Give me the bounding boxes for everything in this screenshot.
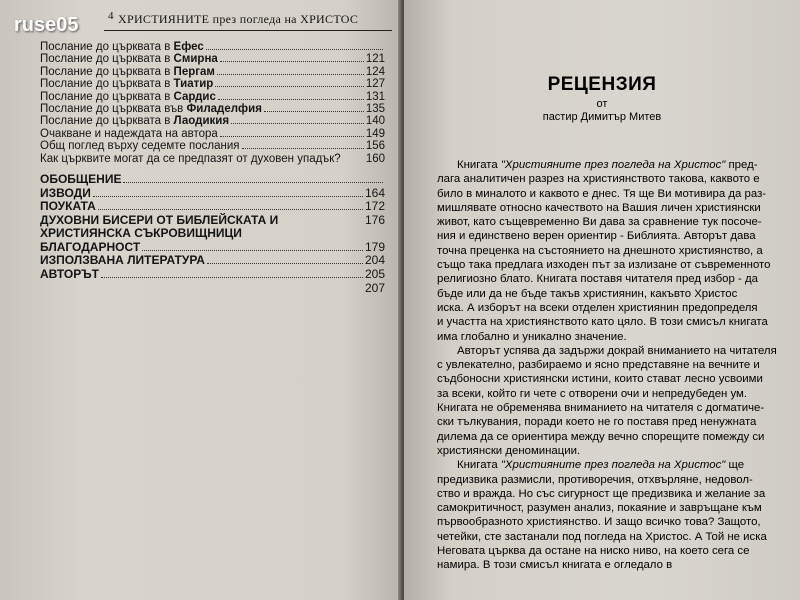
text-line: [437, 372, 782, 386]
text-line: [437, 473, 782, 487]
text-span: Книгата: [457, 159, 501, 171]
toc-page-number: 172: [364, 199, 385, 214]
text-span: Книгата не обременява вниманието на читателя с догматиче-: [437, 402, 765, 415]
toc-page-number: 135: [365, 102, 385, 115]
text-line: [437, 272, 782, 286]
toc-page-number: 140: [365, 115, 385, 128]
book-title-italic: "Християните през погледа на Христос": [500, 459, 726, 472]
toc-section: [40, 173, 385, 187]
watermark-logo: ruse05: [14, 14, 79, 36]
toc-leader-dots: [101, 277, 363, 278]
text-line: [437, 515, 782, 529]
toc-leader-dots: [217, 74, 364, 75]
text-line: [437, 172, 782, 186]
review-title: РЕЦЕНЗИЯ: [547, 74, 657, 95]
toc-section: [40, 214, 385, 228]
toc-page-number: 205: [364, 267, 385, 282]
toc-section: [40, 254, 385, 268]
toc-section: [40, 268, 385, 282]
text-span: самокритичност, разумен анализ, покаяние и завръщане към: [437, 502, 762, 515]
text-line: [437, 301, 782, 315]
toc-entry-prefix: Послание до църквата в: [40, 65, 174, 78]
text-line: [437, 444, 782, 458]
toc-leader-dots: [93, 196, 363, 197]
text-line: [437, 415, 782, 429]
toc-leader-dots: [123, 182, 383, 183]
toc-page-number: 121: [365, 53, 385, 66]
toc-entry-prefix: Послание до църквата във: [40, 102, 187, 115]
toc-leader-dots: [207, 263, 363, 264]
toc-page-number: 204: [364, 253, 385, 268]
toc-entry: [40, 128, 385, 140]
toc-page-number: 124: [365, 65, 385, 78]
text-line: [437, 287, 782, 301]
toc-entry: [40, 140, 385, 152]
text-span: точна преценка на състоянието на днешното християнство, а: [437, 244, 763, 257]
toc-page-number: 156: [365, 140, 385, 153]
text-span: било в миналото и каквото е днес. Тя ще Ви мотивира да раз-: [437, 187, 767, 200]
toc-page-number: 207: [364, 280, 385, 295]
toc-entry-church: Смирна: [173, 53, 218, 66]
toc-entry-prefix: Послание до църквата в: [40, 90, 174, 103]
text-line: [437, 201, 782, 215]
review-from: от: [596, 98, 608, 110]
toc-entry: [40, 78, 385, 90]
text-span: мишлявате относно качеството на Вашия личен християнски: [437, 201, 761, 214]
toc-leader-dots: [242, 148, 364, 149]
text-line: [437, 344, 782, 358]
toc-entry-prefix: Как църквите могат да се предпазят от духовен упадък?: [40, 152, 341, 165]
text-line: [437, 244, 782, 258]
toc-leader-dots: [206, 49, 383, 50]
toc-section-title: БЛАГОДАРНОСТ: [40, 239, 141, 254]
text-line: [437, 258, 782, 272]
toc-leader-dots: [98, 209, 363, 210]
text-span: предизвика размисли, противоречия, отхвърляне, недовол-: [437, 473, 753, 486]
text-line: [437, 501, 782, 515]
text-span: първообразното християнство. И защо всичко това? Защото,: [437, 516, 761, 529]
toc-entry-prefix: Послание до църквата в: [40, 41, 174, 53]
toc-section: [40, 200, 385, 214]
toc-section-title: ИЗПОЛЗВАНА ЛИТЕРАТУРА: [40, 253, 205, 268]
text-line: [437, 487, 782, 501]
text-span: ще: [725, 459, 745, 472]
toc-entry-church: Филаделфия: [186, 102, 262, 115]
text-line: [437, 215, 782, 229]
toc-page-number: 149: [365, 127, 385, 140]
text-span: лага аналитичен разрез на християнството такова, каквото е: [437, 173, 760, 186]
toc-entry-prefix: Общ поглед върху седемте послания: [40, 140, 240, 153]
text-span: религиозно блато. Книгата поставя читателя пред избор - да: [437, 273, 758, 286]
toc-leader-dots: [220, 136, 364, 137]
text-line: [437, 330, 782, 344]
page-number: 4: [108, 10, 114, 22]
review-body: [437, 158, 782, 573]
text-line: [437, 187, 782, 201]
toc-page-number: 127: [365, 78, 385, 91]
toc-entry-church: Лаодикия: [173, 115, 230, 128]
toc-section-title: АВТОРЪТ: [40, 267, 100, 282]
book-title-italic: "Християните през погледа на Христос": [500, 159, 726, 171]
toc-leader-dots: [215, 86, 363, 87]
toc-section: [40, 227, 385, 241]
text-span: иска. А изборът на всеки отделен християнин предопределя: [437, 301, 758, 314]
toc-section: [40, 241, 385, 255]
toc-section-title: ПОУКАТА: [40, 199, 96, 214]
toc-entry-church: Ефес: [173, 41, 204, 53]
text-span: Книгата: [457, 459, 501, 472]
toc-entry: [40, 153, 385, 165]
toc-entry-prefix: Послание до църквата в: [40, 78, 174, 91]
toc-page-number: 179: [364, 239, 385, 254]
text-line: [437, 430, 782, 444]
toc-entry-prefix: Послание до църквата в: [40, 53, 174, 66]
toc-entry-church: Тиатир: [173, 78, 214, 91]
toc-entry-prefix: Очакване и надеждата на автора: [40, 127, 218, 140]
text-span: четейки, сте застанали под погледа на Христос. А Той не иска: [437, 530, 767, 543]
toc-leader-dots: [264, 111, 364, 112]
table-of-contents: [40, 41, 385, 295]
text-span: ния и единствено верен ориентир - Библията. Авторът дава: [437, 230, 756, 243]
toc-page-number: 164: [364, 185, 385, 200]
toc-section: [40, 282, 385, 296]
text-span: християнски деноминации.: [437, 444, 581, 457]
text-span: пред-: [725, 159, 758, 171]
text-span: намира. В този смисъл книгата е огледало в: [437, 559, 673, 572]
running-head: ХРИСТИЯНИТЕ през погледа на ХРИСТОС: [118, 12, 359, 26]
toc-leader-dots: [231, 123, 364, 124]
text-span: съдбоносни християнски истини, които стават лесно усвоими: [437, 373, 763, 386]
toc-section-title: ХРИСТИЯНСКА СЪКРОВИЩНИЦИ: [40, 226, 242, 241]
text-line: [437, 530, 782, 544]
toc-section-title: ИЗВОДИ: [40, 185, 91, 200]
toc-entry-church: Сардис: [173, 90, 216, 103]
toc-page-number: 176: [364, 212, 385, 227]
toc-entry-church: Пергам: [173, 65, 215, 78]
toc-entry: [40, 91, 385, 103]
toc-leader-dots: [142, 250, 363, 251]
toc-entry: [40, 41, 385, 53]
text-span: Неговата църква да остане на ниско ниво, на което сега се: [437, 545, 750, 558]
toc-entry: [40, 66, 385, 78]
text-span: бъде или да не бъде такъв християнин, какъвто Христос: [437, 287, 738, 300]
toc-page-number: 131: [365, 90, 385, 103]
toc-entry-prefix: Послание до църквата в: [40, 115, 174, 128]
text-span: също така предлага изходен път за излизане от съвременното: [437, 259, 771, 272]
text-line: [437, 458, 782, 472]
toc-page-number: 160: [365, 152, 385, 165]
text-line: [437, 401, 782, 415]
text-span: ство и вражда. Но със сигурност ще предизвика и желание за: [437, 487, 766, 500]
text-line: [437, 358, 782, 372]
text-span: има глобално и уникално значение.: [437, 330, 627, 343]
text-span: и участта на християнството като цяло. В този смисъл книгата: [437, 316, 768, 329]
text-span: ски тълкувания, поради което не го поставя пред ненужната: [437, 416, 757, 429]
text-line: [437, 558, 782, 572]
text-span: дилема да се ориентира между вечно спорещите помежду си: [437, 430, 765, 443]
review-author: пастир Димитър Митев: [542, 111, 662, 123]
toc-section-title: ДУХОВНИ БИСЕРИ ОТ БИБЛЕЙСКАТА И: [40, 212, 279, 227]
toc-leader-dots: [218, 99, 364, 100]
text-span: за всеки, който ги чете с отворени очи и непредубеден ум.: [437, 387, 748, 400]
toc-entry: [40, 53, 385, 65]
text-span: с увлекателно, разбираемо и ясно представяне на вечните и: [437, 359, 760, 372]
toc-section: [40, 187, 385, 201]
toc-section-title: ОБОБЩЕНИЕ: [40, 171, 122, 186]
text-line: [437, 315, 782, 329]
toc-leader-dots: [220, 61, 364, 62]
text-span: Авторът успява да задържи докрай вниманието на читателя: [457, 344, 777, 357]
text-span: живот, като същевременно Ви дава за сравнение тук посоче-: [437, 216, 762, 229]
text-line: [437, 544, 782, 558]
text-line: [437, 229, 782, 243]
header-rule: [104, 30, 392, 31]
text-line: [437, 387, 782, 401]
toc-entry: [40, 115, 385, 127]
text-line: [437, 158, 782, 172]
toc-entry: [40, 103, 385, 115]
